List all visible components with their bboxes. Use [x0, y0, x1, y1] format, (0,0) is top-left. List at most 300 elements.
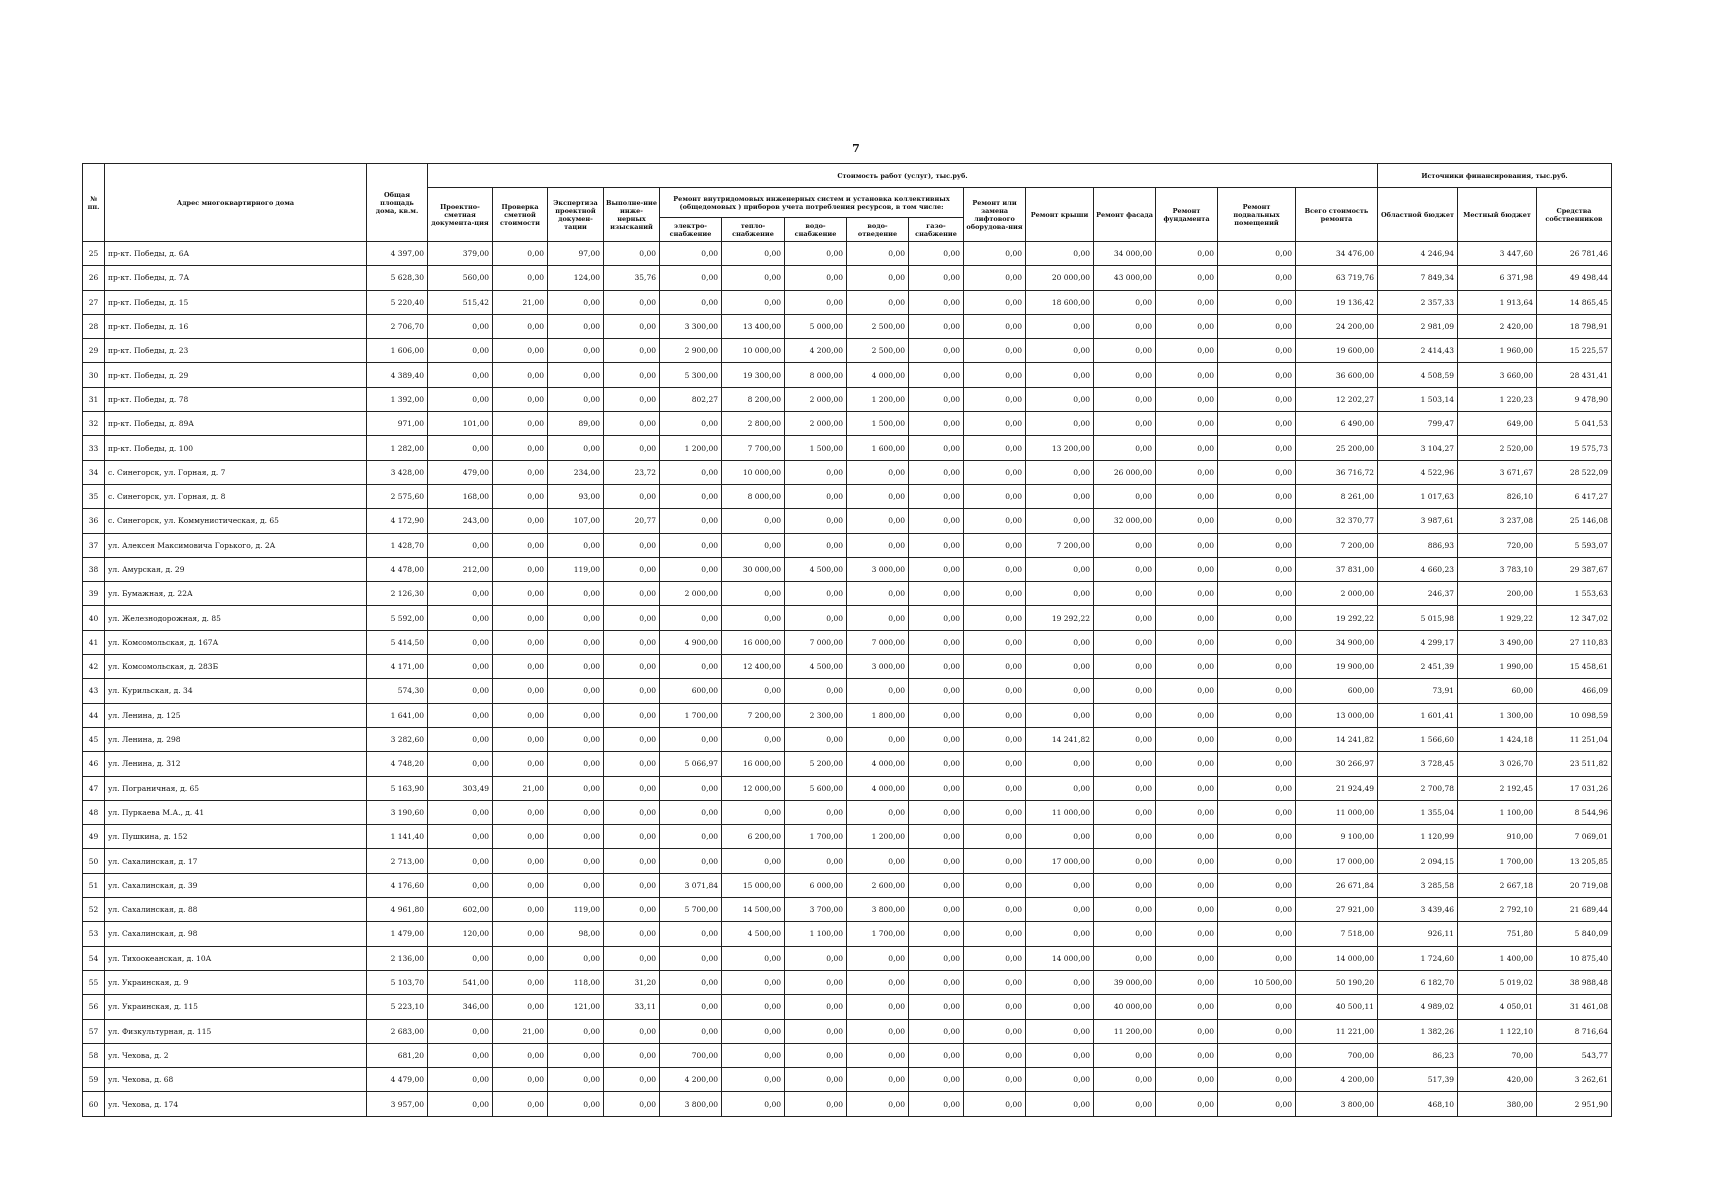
cell-regional-budget: 1 382,26 — [1378, 1019, 1458, 1043]
cell-expertise-cost: 0,00 — [548, 290, 604, 314]
cell-regional-budget: 3 285,58 — [1378, 873, 1458, 897]
cell-electro-supply: 0,00 — [660, 460, 722, 484]
cell-owners-funds: 31 461,08 — [1537, 995, 1612, 1019]
cell-regional-budget: 886,93 — [1378, 533, 1458, 557]
cell-local-budget: 1 913,64 — [1458, 290, 1537, 314]
cell-heat-supply: 12 000,00 — [722, 776, 785, 800]
cell-water-supply: 5 000,00 — [785, 314, 847, 338]
table-row — [83, 387, 1612, 411]
cell-expertise-cost: 0,00 — [548, 727, 604, 751]
cell-expertise-cost: 0,00 — [548, 1092, 604, 1116]
cell-design-cost: 379,00 — [428, 242, 493, 266]
cell-expertise-cost: 98,00 — [548, 922, 604, 946]
cell-gas-supply: 0,00 — [909, 436, 964, 460]
cell-surveys-cost: 0,00 — [604, 606, 660, 630]
table-row — [83, 1019, 1612, 1043]
cell-owners-funds: 7 069,01 — [1537, 825, 1612, 849]
cell-surveys-cost: 0,00 — [604, 1092, 660, 1116]
cell-regional-budget: 1 120,99 — [1378, 825, 1458, 849]
table-row — [83, 946, 1612, 970]
header-basement: Ремонт подвальных помещений — [1218, 188, 1296, 242]
cell-roof-repair: 11 000,00 — [1026, 800, 1094, 824]
cell-estimate-check-cost: 0,00 — [493, 339, 548, 363]
cell-regional-budget: 517,39 — [1378, 1068, 1458, 1092]
cell-elevator-repair: 0,00 — [964, 898, 1026, 922]
table-row — [83, 266, 1612, 290]
cell-total-cost: 19 136,42 — [1296, 290, 1378, 314]
cell-address: пр-кт. Победы, д. 89А — [105, 412, 367, 436]
cell-facade-repair: 0,00 — [1094, 630, 1156, 654]
cell-elevator-repair: 0,00 — [964, 606, 1026, 630]
cell-basement-repair: 10 500,00 — [1218, 970, 1296, 994]
cell-water-drain: 1 200,00 — [847, 387, 909, 411]
cell-elevator-repair: 0,00 — [964, 533, 1026, 557]
cell-regional-budget: 3 439,46 — [1378, 898, 1458, 922]
cell-water-supply: 0,00 — [785, 970, 847, 994]
cell-roof-repair: 0,00 — [1026, 825, 1094, 849]
cell-roof-repair: 0,00 — [1026, 995, 1094, 1019]
cell-surveys-cost: 0,00 — [604, 1019, 660, 1043]
cell-facade-repair: 0,00 — [1094, 873, 1156, 897]
table-row — [83, 242, 1612, 266]
cell-electro-supply: 0,00 — [660, 266, 722, 290]
cell-estimate-check-cost: 0,00 — [493, 898, 548, 922]
cell-basement-repair: 0,00 — [1218, 290, 1296, 314]
cell-owners-funds: 29 387,67 — [1537, 557, 1612, 581]
cell-water-drain: 0,00 — [847, 1092, 909, 1116]
cell-address: пр-кт. Победы, д. 100 — [105, 436, 367, 460]
cell-elevator-repair: 0,00 — [964, 484, 1026, 508]
cell-elevator-repair: 0,00 — [964, 1019, 1026, 1043]
cell-total-area: 4 961,80 — [367, 898, 428, 922]
cell-total-area: 1 641,00 — [367, 703, 428, 727]
cell-surveys-cost: 0,00 — [604, 582, 660, 606]
cell-owners-funds: 18 798,91 — [1537, 314, 1612, 338]
table-row — [83, 970, 1612, 994]
cell-estimate-check-cost: 0,00 — [493, 436, 548, 460]
cell-total-area: 1 428,70 — [367, 533, 428, 557]
table-row — [83, 484, 1612, 508]
cell-water-drain: 0,00 — [847, 849, 909, 873]
cell-row-number: 39 — [83, 582, 105, 606]
cell-surveys-cost: 0,00 — [604, 533, 660, 557]
cell-regional-budget: 4 989,02 — [1378, 995, 1458, 1019]
cell-total-cost: 32 370,77 — [1296, 509, 1378, 533]
cell-address: ул. Сахалинская, д. 98 — [105, 922, 367, 946]
cell-foundation-repair: 0,00 — [1156, 1019, 1218, 1043]
cell-total-area: 5 103,70 — [367, 970, 428, 994]
cell-local-budget: 380,00 — [1458, 1092, 1537, 1116]
cell-elevator-repair: 0,00 — [964, 752, 1026, 776]
cell-owners-funds: 17 031,26 — [1537, 776, 1612, 800]
cell-water-drain: 0,00 — [847, 290, 909, 314]
cell-regional-budget: 86,23 — [1378, 1043, 1458, 1067]
cell-local-budget: 2 420,00 — [1458, 314, 1537, 338]
cell-foundation-repair: 0,00 — [1156, 922, 1218, 946]
cell-gas-supply: 0,00 — [909, 655, 964, 679]
cell-roof-repair: 0,00 — [1026, 460, 1094, 484]
cell-total-cost: 7 518,00 — [1296, 922, 1378, 946]
cell-facade-repair: 0,00 — [1094, 825, 1156, 849]
cell-water-supply: 0,00 — [785, 509, 847, 533]
cell-basement-repair: 0,00 — [1218, 339, 1296, 363]
cell-heat-supply: 19 300,00 — [722, 363, 785, 387]
cell-facade-repair: 0,00 — [1094, 898, 1156, 922]
cell-facade-repair: 0,00 — [1094, 849, 1156, 873]
table-row — [83, 412, 1612, 436]
cell-total-area: 1 392,00 — [367, 387, 428, 411]
cell-total-area: 2 126,30 — [367, 582, 428, 606]
cell-basement-repair: 0,00 — [1218, 533, 1296, 557]
cell-basement-repair: 0,00 — [1218, 509, 1296, 533]
header-works-group: Стоимость работ (услуг), тыс.руб. — [428, 164, 1378, 188]
cell-owners-funds: 20 719,08 — [1537, 873, 1612, 897]
cell-water-drain: 0,00 — [847, 460, 909, 484]
cell-water-drain: 0,00 — [847, 1019, 909, 1043]
cell-electro-supply: 2 000,00 — [660, 582, 722, 606]
cell-water-drain: 0,00 — [847, 484, 909, 508]
header-regional-budget: Областной бюджет — [1378, 188, 1458, 242]
cell-foundation-repair: 0,00 — [1156, 679, 1218, 703]
cell-local-budget: 751,80 — [1458, 922, 1537, 946]
cell-water-supply: 2 300,00 — [785, 703, 847, 727]
cell-local-budget: 649,00 — [1458, 412, 1537, 436]
cell-address: ул. Сахалинская, д. 88 — [105, 898, 367, 922]
cell-address: с. Синегорск, ул. Горная, д. 7 — [105, 460, 367, 484]
cell-total-area: 4 171,00 — [367, 655, 428, 679]
cell-water-supply: 0,00 — [785, 266, 847, 290]
cell-elevator-repair: 0,00 — [964, 339, 1026, 363]
cell-estimate-check-cost: 0,00 — [493, 922, 548, 946]
cell-surveys-cost: 0,00 — [604, 727, 660, 751]
cell-facade-repair: 0,00 — [1094, 363, 1156, 387]
cell-water-supply: 0,00 — [785, 800, 847, 824]
cell-foundation-repair: 0,00 — [1156, 825, 1218, 849]
cell-owners-funds: 15 225,57 — [1537, 339, 1612, 363]
cell-owners-funds: 10 875,40 — [1537, 946, 1612, 970]
cell-gas-supply: 0,00 — [909, 314, 964, 338]
cell-row-number: 28 — [83, 314, 105, 338]
cell-water-supply: 4 500,00 — [785, 557, 847, 581]
table-row — [83, 339, 1612, 363]
cell-address: ул. Пограничная, д. 65 — [105, 776, 367, 800]
cell-basement-repair: 0,00 — [1218, 1019, 1296, 1043]
cell-owners-funds: 26 781,46 — [1537, 242, 1612, 266]
cell-address: ул. Украинская, д. 9 — [105, 970, 367, 994]
cell-facade-repair: 0,00 — [1094, 679, 1156, 703]
cell-facade-repair: 0,00 — [1094, 606, 1156, 630]
cell-surveys-cost: 0,00 — [604, 363, 660, 387]
cell-design-cost: 0,00 — [428, 630, 493, 654]
cell-local-budget: 200,00 — [1458, 582, 1537, 606]
cell-regional-budget: 6 182,70 — [1378, 970, 1458, 994]
cell-water-drain: 1 700,00 — [847, 922, 909, 946]
cell-row-number: 45 — [83, 727, 105, 751]
cell-heat-supply: 12 400,00 — [722, 655, 785, 679]
cell-row-number: 60 — [83, 1092, 105, 1116]
cell-design-cost: 0,00 — [428, 1092, 493, 1116]
cell-estimate-check-cost: 21,00 — [493, 1019, 548, 1043]
cell-expertise-cost: 0,00 — [548, 363, 604, 387]
cell-water-supply: 3 700,00 — [785, 898, 847, 922]
cell-facade-repair: 0,00 — [1094, 1068, 1156, 1092]
cell-gas-supply: 0,00 — [909, 557, 964, 581]
cell-water-supply: 4 200,00 — [785, 339, 847, 363]
cell-owners-funds: 8 544,96 — [1537, 800, 1612, 824]
cell-facade-repair: 0,00 — [1094, 1043, 1156, 1067]
cell-total-cost: 19 900,00 — [1296, 655, 1378, 679]
cell-roof-repair: 14 000,00 — [1026, 946, 1094, 970]
cell-elevator-repair: 0,00 — [964, 922, 1026, 946]
cell-regional-budget: 799,47 — [1378, 412, 1458, 436]
cell-roof-repair: 14 241,82 — [1026, 727, 1094, 751]
cell-roof-repair: 0,00 — [1026, 509, 1094, 533]
cell-water-supply: 0,00 — [785, 1068, 847, 1092]
cell-row-number: 48 — [83, 800, 105, 824]
table-row — [83, 460, 1612, 484]
cell-total-area: 4 478,00 — [367, 557, 428, 581]
cell-total-area: 2 706,70 — [367, 314, 428, 338]
cell-row-number: 36 — [83, 509, 105, 533]
cell-facade-repair: 11 200,00 — [1094, 1019, 1156, 1043]
cell-gas-supply: 0,00 — [909, 582, 964, 606]
cell-foundation-repair: 0,00 — [1156, 363, 1218, 387]
cell-total-area: 5 414,50 — [367, 630, 428, 654]
cell-row-number: 31 — [83, 387, 105, 411]
cell-basement-repair: 0,00 — [1218, 630, 1296, 654]
cell-total-area: 5 220,40 — [367, 290, 428, 314]
cell-total-cost: 11 221,00 — [1296, 1019, 1378, 1043]
cell-elevator-repair: 0,00 — [964, 387, 1026, 411]
cell-basement-repair: 0,00 — [1218, 460, 1296, 484]
header-elevator: Ремонт или замена лифтового оборудова-ния — [964, 188, 1026, 242]
cell-gas-supply: 0,00 — [909, 387, 964, 411]
cell-water-supply: 6 000,00 — [785, 873, 847, 897]
cell-local-budget: 3 490,00 — [1458, 630, 1537, 654]
cell-owners-funds: 11 251,04 — [1537, 727, 1612, 751]
cell-water-drain: 0,00 — [847, 679, 909, 703]
cell-address: ул. Тихоокеанская, д. 10А — [105, 946, 367, 970]
cell-local-budget: 3 447,60 — [1458, 242, 1537, 266]
cell-gas-supply: 0,00 — [909, 1092, 964, 1116]
cell-local-budget: 2 792,10 — [1458, 898, 1537, 922]
cell-foundation-repair: 0,00 — [1156, 242, 1218, 266]
cell-expertise-cost: 118,00 — [548, 970, 604, 994]
cell-address: пр-кт. Победы, д. 78 — [105, 387, 367, 411]
cell-electro-supply: 1 700,00 — [660, 703, 722, 727]
table-row — [83, 849, 1612, 873]
cell-roof-repair: 0,00 — [1026, 484, 1094, 508]
cell-local-budget: 60,00 — [1458, 679, 1537, 703]
cell-total-cost: 27 921,00 — [1296, 898, 1378, 922]
cell-total-area: 3 428,00 — [367, 460, 428, 484]
cell-expertise-cost: 0,00 — [548, 387, 604, 411]
table-row — [83, 898, 1612, 922]
cell-water-drain: 0,00 — [847, 727, 909, 751]
cell-foundation-repair: 0,00 — [1156, 946, 1218, 970]
cell-design-cost: 515,42 — [428, 290, 493, 314]
cell-basement-repair: 0,00 — [1218, 436, 1296, 460]
cell-gas-supply: 0,00 — [909, 1043, 964, 1067]
table-row — [83, 825, 1612, 849]
cell-electro-supply: 0,00 — [660, 484, 722, 508]
cell-elevator-repair: 0,00 — [964, 679, 1026, 703]
cell-foundation-repair: 0,00 — [1156, 290, 1218, 314]
cell-design-cost: 346,00 — [428, 995, 493, 1019]
cell-facade-repair: 0,00 — [1094, 533, 1156, 557]
cell-elevator-repair: 0,00 — [964, 970, 1026, 994]
cell-basement-repair: 0,00 — [1218, 387, 1296, 411]
cell-water-supply: 0,00 — [785, 849, 847, 873]
cell-roof-repair: 0,00 — [1026, 752, 1094, 776]
cell-surveys-cost: 0,00 — [604, 630, 660, 654]
cell-water-drain: 3 800,00 — [847, 898, 909, 922]
cell-foundation-repair: 0,00 — [1156, 1092, 1218, 1116]
cell-basement-repair: 0,00 — [1218, 752, 1296, 776]
cell-row-number: 52 — [83, 898, 105, 922]
cell-regional-budget: 2 981,09 — [1378, 314, 1458, 338]
cell-foundation-repair: 0,00 — [1156, 509, 1218, 533]
cell-foundation-repair: 0,00 — [1156, 412, 1218, 436]
cell-electro-supply: 0,00 — [660, 776, 722, 800]
cell-water-supply: 5 200,00 — [785, 752, 847, 776]
cell-estimate-check-cost: 0,00 — [493, 995, 548, 1019]
cell-owners-funds: 3 262,61 — [1537, 1068, 1612, 1092]
cell-surveys-cost: 0,00 — [604, 412, 660, 436]
cell-owners-funds: 5 041,53 — [1537, 412, 1612, 436]
cell-foundation-repair: 0,00 — [1156, 339, 1218, 363]
cell-estimate-check-cost: 0,00 — [493, 1043, 548, 1067]
cell-local-budget: 1 990,00 — [1458, 655, 1537, 679]
cell-water-supply: 2 000,00 — [785, 387, 847, 411]
cell-expertise-cost: 107,00 — [548, 509, 604, 533]
table-row — [83, 679, 1612, 703]
cell-electro-supply: 0,00 — [660, 727, 722, 751]
cell-gas-supply: 0,00 — [909, 412, 964, 436]
cell-water-drain: 1 600,00 — [847, 436, 909, 460]
cell-heat-supply: 14 500,00 — [722, 898, 785, 922]
cell-total-cost: 6 490,00 — [1296, 412, 1378, 436]
cell-water-supply: 0,00 — [785, 679, 847, 703]
cell-basement-repair: 0,00 — [1218, 363, 1296, 387]
table-row — [83, 630, 1612, 654]
cell-roof-repair: 0,00 — [1026, 242, 1094, 266]
cell-total-cost: 3 800,00 — [1296, 1092, 1378, 1116]
cell-roof-repair: 0,00 — [1026, 582, 1094, 606]
cell-total-cost: 24 200,00 — [1296, 314, 1378, 338]
cell-total-cost: 37 831,00 — [1296, 557, 1378, 581]
cell-expertise-cost: 121,00 — [548, 995, 604, 1019]
header-roof: Ремонт крыши — [1026, 188, 1094, 242]
cell-basement-repair: 0,00 — [1218, 898, 1296, 922]
cell-row-number: 59 — [83, 1068, 105, 1092]
cell-estimate-check-cost: 0,00 — [493, 630, 548, 654]
cell-heat-supply: 6 200,00 — [722, 825, 785, 849]
cell-water-supply: 0,00 — [785, 1092, 847, 1116]
cell-water-supply: 5 600,00 — [785, 776, 847, 800]
cell-roof-repair: 0,00 — [1026, 412, 1094, 436]
cell-electro-supply: 0,00 — [660, 946, 722, 970]
cell-electro-supply: 0,00 — [660, 606, 722, 630]
cell-surveys-cost: 0,00 — [604, 898, 660, 922]
cell-surveys-cost: 0,00 — [604, 776, 660, 800]
cell-electro-supply: 4 900,00 — [660, 630, 722, 654]
table-row — [83, 995, 1612, 1019]
cell-facade-repair: 0,00 — [1094, 557, 1156, 581]
cell-estimate-check-cost: 0,00 — [493, 582, 548, 606]
cell-foundation-repair: 0,00 — [1156, 849, 1218, 873]
cell-regional-budget: 4 522,96 — [1378, 460, 1458, 484]
cell-water-drain: 2 500,00 — [847, 314, 909, 338]
cell-foundation-repair: 0,00 — [1156, 460, 1218, 484]
cell-total-area: 4 176,60 — [367, 873, 428, 897]
cell-water-supply: 0,00 — [785, 582, 847, 606]
cell-owners-funds: 21 689,44 — [1537, 898, 1612, 922]
cell-owners-funds: 13 205,85 — [1537, 849, 1612, 873]
header-facade: Ремонт фасада — [1094, 188, 1156, 242]
cell-design-cost: 0,00 — [428, 314, 493, 338]
cell-address: пр-кт. Победы, д. 16 — [105, 314, 367, 338]
cell-owners-funds: 28 431,41 — [1537, 363, 1612, 387]
cell-owners-funds: 5 840,09 — [1537, 922, 1612, 946]
cell-owners-funds: 49 498,44 — [1537, 266, 1612, 290]
cell-estimate-check-cost: 0,00 — [493, 970, 548, 994]
cell-estimate-check-cost: 0,00 — [493, 800, 548, 824]
cell-design-cost: 243,00 — [428, 509, 493, 533]
cell-heat-supply: 0,00 — [722, 995, 785, 1019]
cell-design-cost: 0,00 — [428, 849, 493, 873]
cell-total-cost: 2 000,00 — [1296, 582, 1378, 606]
cell-total-cost: 63 719,76 — [1296, 266, 1378, 290]
cell-design-cost: 0,00 — [428, 679, 493, 703]
cell-elevator-repair: 0,00 — [964, 314, 1026, 338]
cell-electro-supply: 0,00 — [660, 1019, 722, 1043]
cell-basement-repair: 0,00 — [1218, 800, 1296, 824]
cell-roof-repair: 0,00 — [1026, 873, 1094, 897]
cell-expertise-cost: 0,00 — [548, 873, 604, 897]
cell-surveys-cost: 0,00 — [604, 387, 660, 411]
cell-facade-repair: 0,00 — [1094, 412, 1156, 436]
cell-local-budget: 5 019,02 — [1458, 970, 1537, 994]
cell-address: пр-кт. Победы, д. 29 — [105, 363, 367, 387]
cell-address: с. Синегорск, ул. Коммунистическая, д. 65 — [105, 509, 367, 533]
cell-row-number: 56 — [83, 995, 105, 1019]
cell-owners-funds: 14 865,45 — [1537, 290, 1612, 314]
cell-water-supply: 8 000,00 — [785, 363, 847, 387]
cell-total-area: 2 136,00 — [367, 946, 428, 970]
cell-elevator-repair: 0,00 — [964, 703, 1026, 727]
cell-estimate-check-cost: 0,00 — [493, 825, 548, 849]
cell-address: пр-кт. Победы, д. 6А — [105, 242, 367, 266]
cell-estimate-check-cost: 0,00 — [493, 606, 548, 630]
cell-facade-repair: 26 000,00 — [1094, 460, 1156, 484]
header-sources-group: Источники финансирования, тыс.руб. — [1378, 164, 1612, 188]
cell-electro-supply: 5 300,00 — [660, 363, 722, 387]
table-row — [83, 1092, 1612, 1116]
cell-regional-budget: 1 601,41 — [1378, 703, 1458, 727]
cell-roof-repair: 0,00 — [1026, 314, 1094, 338]
cell-elevator-repair: 0,00 — [964, 849, 1026, 873]
cell-row-number: 53 — [83, 922, 105, 946]
cell-elevator-repair: 0,00 — [964, 266, 1026, 290]
cell-surveys-cost: 0,00 — [604, 922, 660, 946]
cell-row-number: 32 — [83, 412, 105, 436]
cell-total-cost: 30 266,97 — [1296, 752, 1378, 776]
cell-estimate-check-cost: 0,00 — [493, 363, 548, 387]
cell-elevator-repair: 0,00 — [964, 582, 1026, 606]
cell-address: пр-кт. Победы, д. 7А — [105, 266, 367, 290]
cell-facade-repair: 0,00 — [1094, 655, 1156, 679]
